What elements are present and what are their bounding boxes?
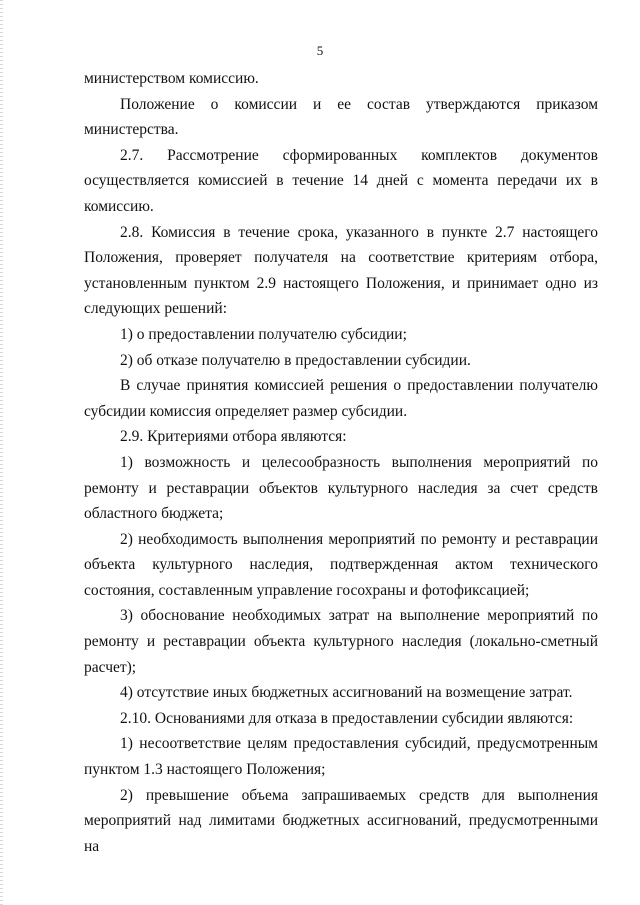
text-line: субсидии комиссия определяет размер субсидии. (84, 402, 408, 420)
text-line: пунктом 1.3 настоящего Положения; (84, 761, 326, 779)
text-line: 2.10. Основаниями для отказа в предоставлении субсидии являются: (120, 709, 574, 727)
text-line: 1) о предоставлении получателю субсидии; (120, 325, 407, 343)
text-line: мероприятий над лимитами бюджетных ассигнований, предусмотренными на (84, 812, 598, 855)
text-line: установленным пунктом 2.9 настоящего Положения, и принимает одно из (84, 274, 598, 292)
text-line: осуществляется комиссией в течение 14 дней с момента передачи их в (84, 172, 598, 190)
text-line: 2.9. Критериями отбора являются: (120, 428, 347, 446)
text-line: министерства. (84, 121, 179, 139)
text-line: состояния, составленным управление госохраны и фотофиксацией; (84, 581, 530, 599)
text-line: 4) отсутствие иных бюджетных ассигнований на возмещение затрат. (120, 684, 573, 702)
text-line: 2) об отказе получателю в предоставлении субсидии. (120, 351, 471, 369)
scan-edge (0, 0, 3, 905)
text-line: Положение о комиссии и ее состав утверждаются приказом (120, 95, 598, 113)
text-line: 2) необходимость выполнения мероприятий по ремонту и реставрации (120, 530, 598, 548)
text-line: Положения, проверяет получателя на соответствие критериям отбора, (84, 249, 598, 267)
text-line: следующих решений: (84, 300, 227, 318)
text-line: В случае принятия комиссией решения о предоставлении получателю (120, 377, 598, 395)
text-line: 2.7. Рассмотрение сформированных комплектов документов (120, 146, 598, 164)
text-line: ремонту и реставрации объектов культурного наследия за счет средств (84, 479, 598, 497)
text-line: 1) возможность и целесообразность выполнения мероприятий по (120, 453, 598, 471)
page-number: 5 (316, 43, 324, 58)
text-line: областного бюджета; (84, 505, 224, 523)
text-line: расчет); (84, 658, 137, 676)
text-line: 2.8. Комиссия в течение срока, указанного в пункте 2.7 настоящего (120, 223, 598, 241)
text-line: 3) обоснование необходимых затрат на выполнение мероприятий по (120, 607, 598, 625)
document-body (84, 66, 598, 855)
text-line: ремонту и реставрации объекта культурного наследия (локально-сметный (84, 633, 598, 651)
text-line: 2) превышение объема запрашиваемых средств для выполнения (120, 786, 598, 804)
text-line: объекта культурного наследия, подтвержденная актом технического (84, 556, 598, 574)
text-line: министерством комиссию. (84, 70, 259, 87)
text-line: комиссию. (84, 197, 154, 215)
text-line: 1) несоответствие целям предоставления субсидий, предусмотренным (120, 735, 598, 753)
